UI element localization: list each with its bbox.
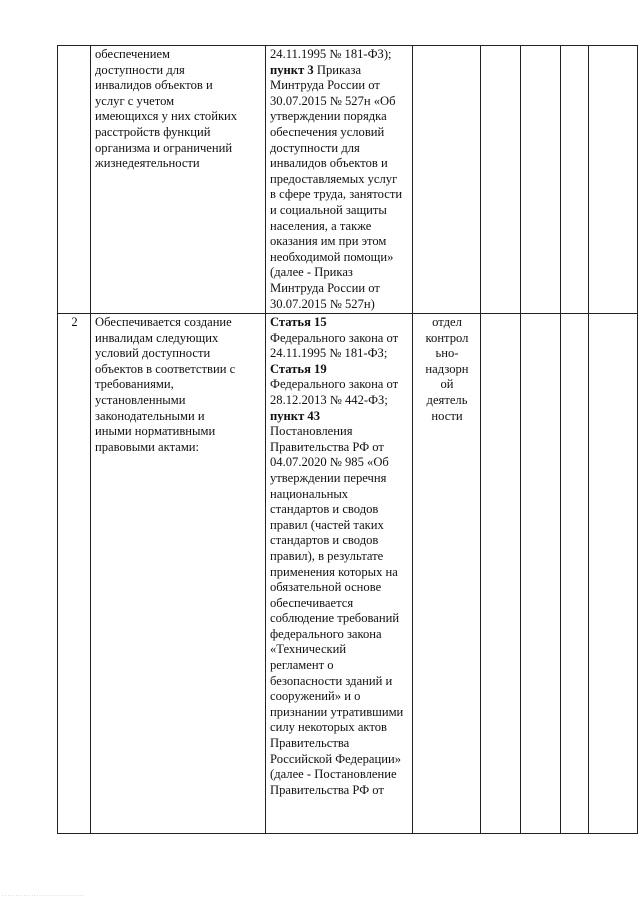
text-line: имеющихся у них стойких xyxy=(95,109,238,124)
text-line xyxy=(270,297,409,313)
text-line xyxy=(270,331,409,347)
text-line: расстройств функций xyxy=(95,124,211,139)
text-line: требованиями, xyxy=(95,377,174,392)
text-line xyxy=(270,250,409,266)
text-line: законодательными и xyxy=(95,408,205,423)
text-segment: «Технический xyxy=(270,642,347,657)
text-line: инвалидам следующих xyxy=(95,330,219,345)
text-segment: доступности для xyxy=(270,140,360,155)
text-segment: Минтруда России от xyxy=(270,78,380,93)
text-line: ой xyxy=(440,377,454,392)
text-line: жизнедеятельности xyxy=(95,156,200,171)
text-segment: 30.07.2015 № 527н) xyxy=(270,296,375,311)
text-segment: Федерального закона от xyxy=(270,377,399,392)
requirement-text xyxy=(95,315,262,455)
empty-cell xyxy=(561,314,589,834)
text-line xyxy=(270,265,409,281)
requirement-cell xyxy=(91,314,266,834)
text-line: отдел xyxy=(432,315,462,329)
text-segment: 04.07.2020 № 985 «Об xyxy=(270,455,389,470)
text-line xyxy=(270,315,409,331)
text-segment: стандартов и сводов xyxy=(270,502,379,517)
text-line: условий доступности xyxy=(95,346,211,361)
responsible-cell xyxy=(413,314,481,834)
text-segment: безопасности зданий и xyxy=(270,673,393,688)
empty-cell xyxy=(589,314,638,834)
scan-mark: ······························· xyxy=(2,893,85,899)
empty-cell xyxy=(481,314,521,834)
text-segment: необходимой помощи» xyxy=(270,249,394,264)
empty-cell xyxy=(561,46,589,314)
text-line xyxy=(270,187,409,203)
text-line: услуг с учетом xyxy=(95,93,175,108)
text-line: ности xyxy=(431,408,463,423)
text-segment: национальных xyxy=(270,486,349,501)
text-line: установленными xyxy=(95,392,186,407)
responsible-text xyxy=(417,315,477,424)
text-line: доступности для xyxy=(95,62,185,77)
text-segment: в сфере труда, занятости xyxy=(270,187,403,202)
text-segment: утверждении перечня xyxy=(270,470,387,485)
legal-acts-cell xyxy=(266,46,413,314)
legal-acts-text xyxy=(270,315,409,798)
text-segment: обеспечения условий xyxy=(270,124,385,139)
text-segment: предоставляемых услуг xyxy=(270,171,398,186)
text-segment: Правительства РФ от xyxy=(270,439,384,454)
text-segment: Минтруда России от xyxy=(270,280,380,295)
text-line xyxy=(270,736,409,752)
text-line xyxy=(270,63,409,79)
text-line: ьно- xyxy=(435,346,459,361)
text-line: организма и ограничений xyxy=(95,140,233,155)
text-segment: Российской Федерации» xyxy=(270,751,401,766)
text-line xyxy=(270,440,409,456)
table-row xyxy=(58,314,638,834)
requirement-text xyxy=(95,47,262,172)
text-segment: соблюдение требований xyxy=(270,611,400,626)
text-segment: применения которых на xyxy=(270,564,398,579)
text-segment: Приказа xyxy=(313,62,362,77)
text-line xyxy=(270,642,409,658)
text-segment: стандартов и сводов xyxy=(270,533,379,548)
row-number: 2 xyxy=(71,315,78,329)
table-row xyxy=(58,46,638,314)
text-line: деятель xyxy=(426,392,468,407)
text-line xyxy=(270,611,409,627)
text-line xyxy=(270,346,409,362)
text-line xyxy=(270,627,409,643)
text-line xyxy=(270,377,409,393)
text-segment: обеспечивается xyxy=(270,595,354,610)
empty-cell xyxy=(521,46,561,314)
text-line: иными нормативными xyxy=(95,424,216,439)
text-line xyxy=(270,580,409,596)
text-line xyxy=(270,219,409,235)
text-line xyxy=(270,94,409,110)
text-segment: силу некоторых актов xyxy=(270,720,387,735)
empty-cell xyxy=(521,314,561,834)
text-line xyxy=(270,674,409,690)
text-line xyxy=(270,783,409,799)
text-line xyxy=(270,705,409,721)
text-segment: федерального закона xyxy=(270,626,382,641)
legal-acts-cell xyxy=(266,314,413,834)
bold-reference: Статья 15 xyxy=(270,315,327,329)
text-line xyxy=(270,565,409,581)
text-line xyxy=(270,689,409,705)
responsible-cell xyxy=(413,46,481,314)
text-segment: Постановления xyxy=(270,424,353,439)
empty-cell xyxy=(481,46,521,314)
text-line: надзорн xyxy=(425,361,469,376)
text-segment: правил), в результате xyxy=(270,548,384,563)
text-segment: населения, а также xyxy=(270,218,372,233)
text-line xyxy=(270,502,409,518)
legal-acts-text xyxy=(270,47,409,312)
text-line xyxy=(270,596,409,612)
text-line xyxy=(270,409,409,425)
requirements-table xyxy=(57,45,638,834)
text-line xyxy=(270,424,409,440)
row-number-cell xyxy=(58,314,91,834)
row-number-cell xyxy=(58,46,91,314)
text-segment: регламент о xyxy=(270,658,334,673)
text-line xyxy=(270,281,409,297)
text-segment: Правительства РФ от xyxy=(270,782,384,797)
text-line xyxy=(270,658,409,674)
text-segment: признании утратившими xyxy=(270,704,404,719)
text-segment: 24.11.1995 № 181-ФЗ); xyxy=(270,47,392,61)
text-line xyxy=(270,125,409,141)
text-segment: и социальной защиты xyxy=(270,202,387,217)
text-line xyxy=(270,172,409,188)
empty-cell xyxy=(589,46,638,314)
text-line xyxy=(270,471,409,487)
text-line xyxy=(270,752,409,768)
text-line xyxy=(270,720,409,736)
text-line: правовыми актами: xyxy=(95,439,200,454)
text-line xyxy=(270,767,409,783)
text-line xyxy=(270,156,409,172)
text-line: объектов в соответствии с xyxy=(95,361,236,376)
text-line xyxy=(270,549,409,565)
text-line: контрол xyxy=(425,330,469,345)
text-line: инвалидов объектов и xyxy=(95,78,213,93)
text-line: обеспечением xyxy=(95,47,171,61)
text-segment: 28.12.2013 № 442-ФЗ; xyxy=(270,392,388,407)
text-line xyxy=(270,362,409,378)
text-segment: инвалидов объектов и xyxy=(270,156,388,171)
requirement-cell xyxy=(91,46,266,314)
text-line xyxy=(270,518,409,534)
text-segment: Федерального закона от xyxy=(270,330,399,345)
text-line xyxy=(270,47,409,63)
text-line xyxy=(270,141,409,157)
bold-reference: пункт 3 xyxy=(270,62,314,77)
text-segment: (далее - Приказ xyxy=(270,265,353,280)
text-segment: 30.07.2015 № 527н «Об xyxy=(270,93,396,108)
text-segment: Правительства xyxy=(270,736,350,751)
text-line xyxy=(270,533,409,549)
text-line xyxy=(270,109,409,125)
text-line xyxy=(270,393,409,409)
bold-reference: пункт 43 xyxy=(270,408,320,423)
bold-reference: Статья 19 xyxy=(270,361,327,376)
text-segment: 24.11.1995 № 181-ФЗ; xyxy=(270,346,388,361)
text-segment: утверждении порядка xyxy=(270,109,387,124)
text-line: Обеспечивается создание xyxy=(95,315,232,329)
text-segment: сооружений» и о xyxy=(270,689,361,704)
text-segment: обязательной основе xyxy=(270,580,382,595)
text-line xyxy=(270,487,409,503)
text-line xyxy=(270,234,409,250)
text-line xyxy=(270,203,409,219)
text-segment: оказания им при этом xyxy=(270,234,387,249)
text-segment: правил (частей таких xyxy=(270,517,384,532)
text-line xyxy=(270,78,409,94)
text-line xyxy=(270,455,409,471)
text-segment: (далее - Постановление xyxy=(270,767,397,782)
